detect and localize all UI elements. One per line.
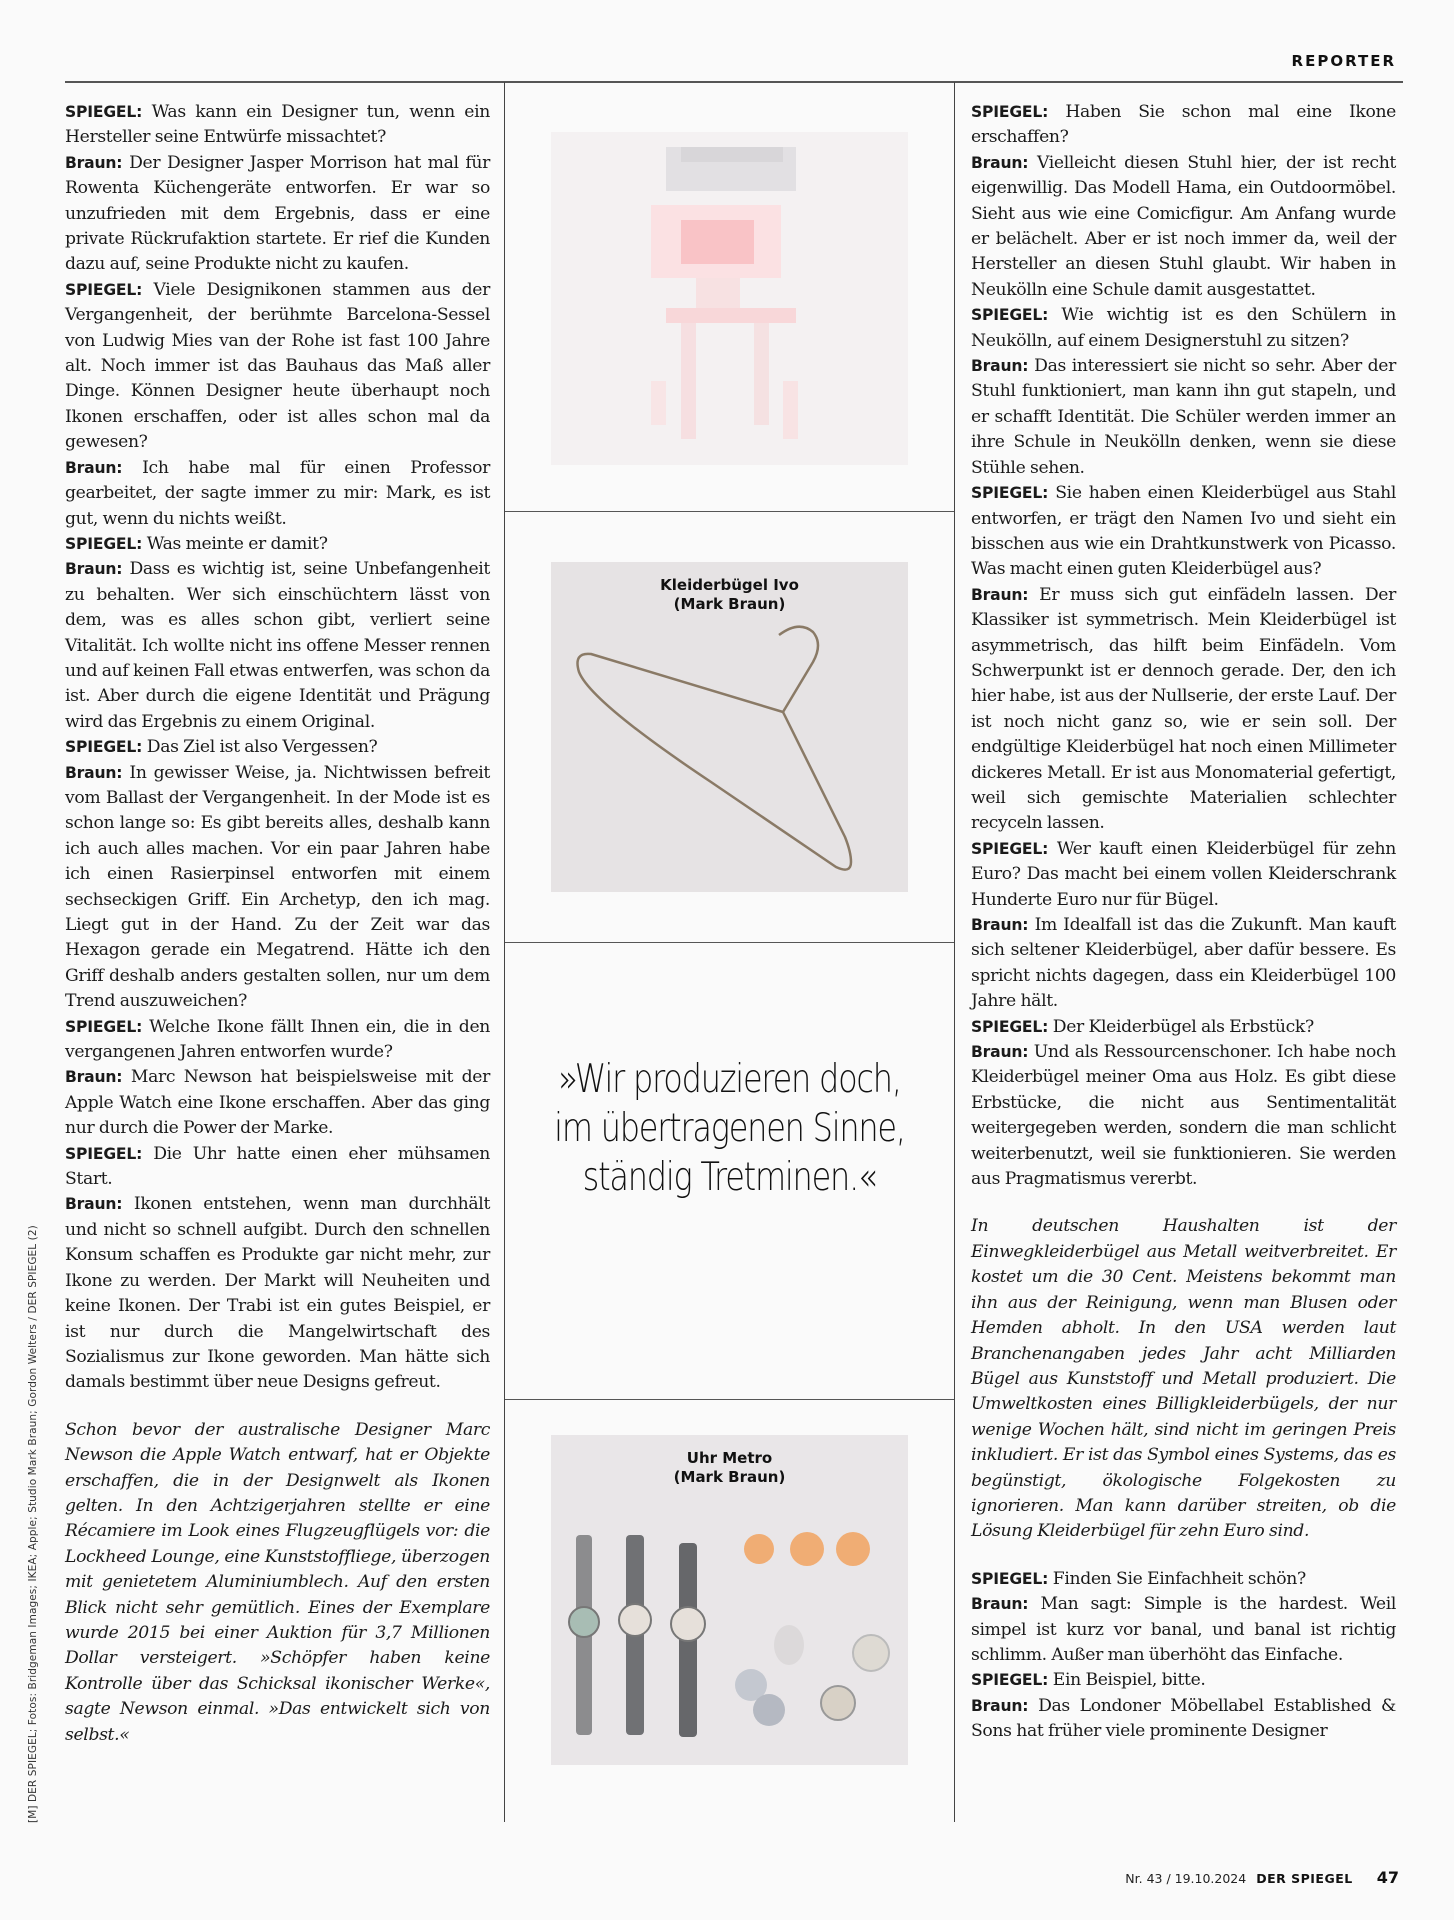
watch-part-dial [821,1686,855,1720]
chair-photo-cell [505,82,954,512]
speaker-label: SPIEGEL: [65,1144,143,1163]
hanger-caption-title: Kleiderbügel Ivo [660,576,799,594]
interview-paragraph [65,532,490,557]
right-interview-b [971,1567,1396,1745]
left-column [65,100,490,1748]
hanger-photo [551,562,908,892]
interview-paragraph [65,456,490,532]
watch-caption-designer: (Mark Braun) [673,1468,786,1486]
interview-text: Sie haben einen Kleiderbügel aus Stahl entworfen, er trägt den Namen Ivo und sieht ein bisschen aus wie ein Drahtkunstwerk von Picasso. Was macht einen guten Kleiderbügel aus? [971,483,1396,580]
interview-text: Viele Designikonen stammen aus der Vergangenheit, der berühmte Barcelona-Sessel von Ludwig Mies van der Rohe ist fast 100 Jahre alt. Noch immer ist das Bauhaus das Maß aller Dinge. Können Designer heute überhaupt noch Ikonen erschaffen, oder ist alles schon mal da gewesen? [65,279,490,453]
watch-face-2 [619,1604,651,1636]
interview-paragraph [971,913,1396,1015]
speaker-label: SPIEGEL: [65,103,143,121]
interview-paragraph [971,1015,1396,1040]
interview-text: Und als Ressourcenschoner. Ich habe noch Kleiderbügel meiner Oma aus Holz. Es gibt diese Erbstücke, die nicht aus Sentimentalität weitergegeben werden, sondern die man schlicht weiterbenutzt, weil sie funktionieren. Sie werden aus Pragmatismus vererbt. [971,1042,1396,1190]
speaker-label: Braun: [971,916,1029,934]
watch-case-orange-1 [744,1534,774,1564]
interview-text: Die Uhr hatte einen eher mühsamen Start. [65,1143,490,1190]
speaker-label: Braun: [971,1696,1029,1715]
speaker-label: Braun: [65,1068,123,1087]
interview-text: Das Ziel ist also Vergessen? [146,737,378,758]
speaker-label: SPIEGEL: [65,534,143,553]
speaker-label: SPIEGEL: [971,1017,1049,1036]
interview-paragraph [971,151,1396,303]
page-footer [1125,1868,1399,1887]
speaker-label: Braun: [65,1195,123,1214]
speaker-label: SPIEGEL: [65,738,143,757]
interview-paragraph [971,303,1396,354]
interview-paragraph [971,583,1396,837]
speaker-label: SPIEGEL: [971,103,1049,121]
chair-pixelated-image [551,132,908,465]
hanger-caption-designer: (Mark Braun) [673,595,786,613]
left-interview [65,100,490,1396]
interview-text: Haben Sie schon mal eine Ikone erschaffen? [971,102,1396,148]
hanger-caption [551,576,908,614]
watch-part-back [774,1625,804,1665]
watch-case-orange-2 [790,1532,824,1566]
watch-part-blue-2 [753,1694,785,1726]
watch-caption-title: Uhr Metro [686,1449,773,1467]
interview-paragraph [65,1015,490,1066]
magazine-brand: DER SPIEGEL [1256,1871,1353,1886]
speaker-label: Braun: [971,585,1029,604]
speaker-label: SPIEGEL: [971,839,1049,858]
interview-paragraph [65,1142,490,1193]
interview-text: Dass es wichtig ist, seine Unbefangenheit zu behalten. Wer sich einschüchtern lässt von dem, was es alles schon gibt, verliert seine Vitalität. Ich wollte nicht ins offene Messer rennen und auf keinen Fall etwas entwerfen, was schon da ist. Aber durch die eigene Identität und Prägung wird das Ergebnis zu einem Original. [65,559,490,732]
interview-text: Vielleicht diesen Stuhl hier, der ist recht eigenwillig. Das Modell Hama, ein Outdoormöbel. Sieht aus wie eine Comicfigur. Am Anfang wurde er belächelt. Aber er ist noch immer da, weil der Hersteller an diesen Stuhl glaubt. Wir haben in Neukölln eine Schule damit ausgestattet. [971,152,1396,300]
interview-paragraph [971,1592,1396,1668]
speaker-label: SPIEGEL: [65,280,143,299]
interview-text: Der Designer Jasper Morrison hat mal für Rowenta Küchengeräte entworfen. Er war so unzufrieden mit dem Ergebnis, dass er eine private Rückrufaktion startete. Er rief die Kunden dazu auf, seine Produkte nicht zu kaufen. [65,152,490,275]
interview-text: Wer kauft einen Kleiderbügel für zehn Euro? Das macht bei einem vollen Kleiderschrank Hunderte Euro nur für Bügel. [971,838,1396,910]
watch-case-orange-3 [836,1532,870,1566]
interview-paragraph [971,354,1396,481]
watch-face-1 [569,1607,599,1637]
middle-column [504,82,955,1822]
interview-paragraph [65,278,490,456]
interview-paragraph [971,100,1396,151]
interview-text: Der Kleiderbügel als Erbstück? [1052,1016,1314,1037]
interview-paragraph [65,761,490,1015]
pullquote: »Wir produzieren doch, im übertragenen Sinne, ständig Tretminen.« [554,1057,905,1200]
interview-paragraph [65,735,490,760]
speaker-label: Braun: [65,458,123,477]
interview-text: Welche Ikone fällt Ihnen ein, die in den vergangenen Jahren entworfen wurde? [65,1016,490,1063]
speaker-label: Braun: [65,763,123,782]
interview-paragraph [971,1668,1396,1693]
speaker-label: Braun: [65,560,123,579]
interview-paragraph [65,557,490,735]
watch-photo-cell [505,1400,954,1822]
interview-text: Er muss sich gut einfädeln lassen. Der Klassiker ist symmetrisch. Mein Kleiderbügel ist asymmetrisch, das hilft beim Einfädeln. Vom Schwerpunkt ist er dennoch gerade. Der, den ich hier habe, ist aus der Nullserie, der erste Lauf. Der ist noch nicht ganz so, wie er sein soll. Der endgültige Kleiderbügel hat noch einen Millimeter dickeres Metall. Er ist aus Monomaterial gefertigt, weil sich gemischte Materialien schlechter recyceln lassen. [971,584,1397,834]
interview-text: Marc Newson hat beispielsweise mit der Apple Watch eine Ikone erschaffen. Aber das ging nur durch die Power der Marke. [65,1067,490,1139]
speaker-label: Braun: [971,1595,1029,1614]
interview-text: Finden Sie Einfachheit schön? [1052,1568,1306,1589]
right-column [971,100,1396,1745]
right-italic-paragraph: In deutschen Haushalten ist der Einwegkleiderbügel aus Metall weitverbreitet. Er kostet um die 30 Cent. Meistens bekommt man ihn aus der Reinigung, wenn man Blusen oder Hemden abholt. In den USA werden laut Branchenangaben jedes Jahr acht Milliarden Bügel aus Kunststoff und Metall produziert. Die Umweltkosten eines Billigkleiderbügels, der nur wenige Wochen hält, sind nicht im geringen Preis inkludiert. Er ist das Symbol eines Systems, das es begünstigt, ökologische Folgekosten zu ignorieren. Man kann darüber streiten, ob die Lösung Kleiderbügel für zehn Euro sind. [971,1216,1396,1542]
speaker-label: Braun: [65,153,123,172]
interview-paragraph [971,1040,1396,1192]
watch-photo [551,1435,908,1765]
page-number: 47 [1376,1868,1399,1887]
interview-text: Das Londoner Möbellabel Established & Sons hat früher viele prominente Designer [971,1695,1396,1742]
issue-info: Nr. 43 / 19.10.2024 [1125,1871,1247,1886]
speaker-label: SPIEGEL: [971,1671,1049,1690]
watch-face-3 [671,1607,705,1641]
pullquote-cell [505,943,954,1400]
watch-caption [551,1449,908,1487]
interview-text: Ikonen entstehen, wenn man durchhält und nicht so schnell aufgibt. Durch den schnellen Konsum schaffen es Produkte gar nicht mehr, zur Ikone zu werden. Der Markt will Neuheiten und keine Ikonen. Der Trabi ist ein gutes Beispiel, er ist nur durch die Mangelwirtschaft des Sozialismus zur Ikone geworden. Man hätte sich damals bestimmt über neue Designs gefreut. [65,1194,490,1393]
speaker-label: Braun: [971,153,1029,172]
speaker-label: SPIEGEL: [971,306,1049,325]
chair-photo [551,132,908,465]
interview-paragraph [65,100,490,151]
interview-paragraph [65,151,490,278]
watch-part-face [853,1635,889,1671]
interview-text: Ein Beispiel, bitte. [1052,1670,1206,1691]
interview-text: Das interessiert sie nicht so sehr. Aber der Stuhl funktioniert, man kann ihn gut stapeln, und er schafft Identität. Die Schüler werden immer an ihre Schule in Neukölln denken, wenn sie diese Stühle sehen. [971,356,1396,478]
speaker-label: SPIEGEL: [65,1017,143,1036]
speaker-label: SPIEGEL: [971,1569,1049,1588]
photo-credit: [M] DER SPIEGEL; Fotos: Bridgeman Images; IKEA; Apple; Studio Mark Braun; Gordon Welters / DER SPIEGEL (2) [27,1225,39,1823]
interview-paragraph [65,1065,490,1141]
right-interview-a [971,100,1396,1192]
interview-paragraph [971,1694,1396,1745]
speaker-label: Braun: [971,357,1029,376]
section-label: REPORTER [1291,52,1396,70]
interview-text: Man sagt: Simple is the hardest. Weil simpel ist kurz vor banal, und banal ist richtig schlimm. Außer man überhöht das Einfache. [971,1594,1397,1665]
hanger-photo-cell [505,512,954,943]
interview-text: Was kann ein Designer tun, wenn ein Hersteller seine Entwürfe missachtet? [65,102,490,148]
interview-text: Wie wichtig ist es den Schülern in Neukölln, auf einem Designerstuhl zu sitzen? [971,305,1396,351]
interview-text: Ich habe mal für einen Professor gearbeitet, der sagte immer zu mir: Mark, es ist gut, wenn du nichts weißt. [65,457,490,529]
interview-paragraph [971,1567,1396,1592]
interview-text: Im Idealfall ist das die Zukunft. Man kauft sich seltener Kleiderbügel, aber dafür bessere. Es spricht nichts dagegen, dass ein Kleiderbügel 100 Jahre hält. [971,915,1396,1012]
interview-paragraph [65,1192,490,1395]
left-italic-paragraph: Schon bevor der australische Designer Marc Newson die Apple Watch entwarf, hat er Objekte erschaffen, die in der Designwelt als Ikonen gelten. In den Achtzigerjahren stellte er eine Récamiere im Look eines Flugzeugflügels vor: die Lockheed Lounge, eine Kunststoffliege, überzogen mit genietetem Aluminiumblech. Auf den ersten Blick nicht sehr gemütlich. Eines der Exemplare wurde 2015 bei einer Auktion für 3,7 Millionen Dollar versteigert. »Schöpfer haben keine Kontrolle über das Schicksal ikonischer Werke«, sagte Newson einmal. »Das entwickelt sich von selbst.« [65,1419,490,1745]
interview-paragraph [971,481,1396,583]
interview-text: In gewisser Weise, ja. Nichtwissen befreit vom Ballast der Vergangenheit. In der Mode ist es schon lange so: Es gibt bereits alles, deshalb kann ich auch alles machen. Vor ein paar Jahren habe ich einen Rasierpinsel entworfen mit einem sechseckigen Griff. Ein Archetyp, den ich mag. Liegt gut in der Hand. Zu der Zeit war das Hexagon gerade ein Megatrend. Hätte ich den Griff deshalb anders gestalten sollen, nur um dem Trend auszuweichen? [65,762,490,1012]
interview-text: Was meinte er damit? [146,533,328,554]
interview-paragraph [971,837,1396,913]
speaker-label: Braun: [971,1043,1029,1062]
speaker-label: SPIEGEL: [971,484,1049,503]
